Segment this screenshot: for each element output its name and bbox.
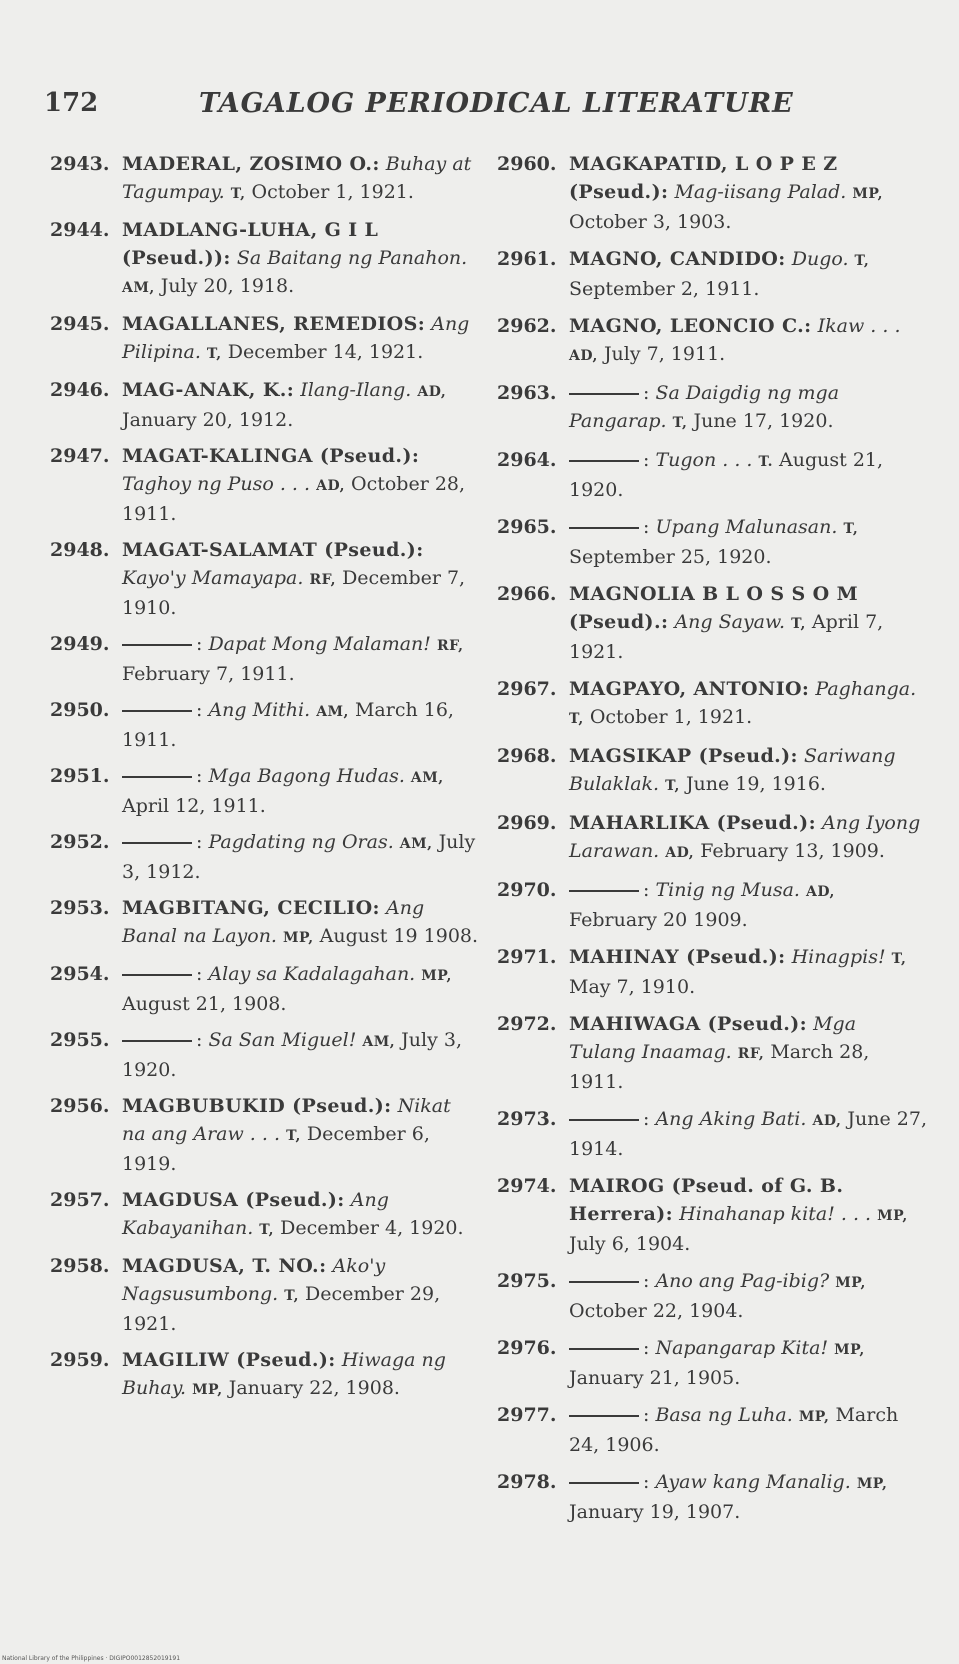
publication-date: March 16, 1911. — [122, 699, 454, 751]
entry-number: 2944. — [50, 219, 110, 241]
periodical-code: RF, — [737, 1046, 765, 1062]
periodical-code: T, — [672, 415, 688, 431]
work-title: Ayaw kang Manalig. — [655, 1471, 851, 1493]
entry-number: 2961. — [497, 248, 557, 270]
ditto-dash — [569, 393, 639, 395]
separator: : — [643, 879, 650, 901]
author-name: MAHIWAGA (Pseud.): — [569, 1013, 808, 1035]
work-title: Basa ng Luha. — [655, 1404, 793, 1426]
bibliography-entry — [497, 1267, 927, 1325]
publication-date: February 7, 1911. — [122, 663, 295, 685]
publication-date: October 1, 1921. — [251, 181, 414, 203]
entry-number: 2978. — [497, 1471, 557, 1493]
author-name: MAGSIKAP (Pseud.): — [569, 745, 798, 767]
entry-number: 2957. — [50, 1189, 110, 1211]
entry-number: 2958. — [50, 1255, 110, 1277]
author-name: MAGNO, CANDIDO: — [569, 248, 786, 270]
ditto-dash — [569, 1348, 639, 1350]
work-title: Mag-iisang Palad. — [674, 181, 847, 203]
entry-number: 2950. — [50, 699, 110, 721]
entry-number: 2969. — [497, 812, 557, 834]
work-title: Ang Sayaw. — [674, 611, 786, 633]
bibliography-entry — [497, 446, 927, 504]
work-title: Ikaw . . . — [817, 315, 901, 337]
author-name: MAGBUBUKID (Pseud.): — [122, 1095, 392, 1117]
periodical-code: AD, — [417, 384, 447, 400]
bibliography-entry — [497, 1468, 927, 1526]
author-name: MAGAT-SALAMAT (Pseud.): — [122, 539, 424, 561]
publication-date: July 3, 1920. — [122, 1029, 463, 1081]
footer-credit: National Library of the Philippines · DIGIPO0012852019191 — [2, 1655, 181, 1662]
periodical-code: T, — [259, 1222, 275, 1238]
bibliography-entry — [50, 1186, 480, 1244]
entry-number: 2971. — [497, 946, 557, 968]
bibliography-entry — [497, 1010, 927, 1096]
bibliography-entry — [497, 580, 927, 666]
publication-date: October 28, 1911. — [122, 473, 466, 525]
publication-date: July 3, 1912. — [122, 831, 476, 883]
periodical-code: T, — [284, 1288, 299, 1304]
periodical-code: MP, — [192, 1382, 223, 1398]
ditto-dash — [569, 890, 639, 892]
entry-number: 2951. — [50, 765, 110, 787]
entry-number: 2959. — [50, 1349, 110, 1371]
entry-number: 2946. — [50, 379, 110, 401]
entry-number: 2964. — [497, 449, 557, 471]
right-column — [497, 150, 927, 1535]
work-title: Napangarap Kita! — [655, 1337, 829, 1359]
bibliography-entry — [50, 1026, 480, 1084]
ditto-dash — [569, 1119, 639, 1121]
publication-date: September 25, 1920. — [569, 546, 772, 568]
page-header — [44, 88, 924, 128]
entry-number: 2973. — [497, 1108, 557, 1130]
periodical-code: T, — [665, 778, 680, 794]
bibliography-entry — [50, 630, 480, 688]
ditto-dash — [569, 1281, 639, 1283]
publication-date: January 19, 1907. — [569, 1501, 741, 1523]
publication-date: March 24, 1906. — [569, 1404, 899, 1456]
bibliography-entry — [50, 150, 480, 208]
work-title: Mga Tulang Inaamag. — [569, 1013, 857, 1063]
bibliography-entry — [50, 828, 480, 886]
author-name: MAGAT-KALINGA (Pseud.): — [122, 445, 420, 467]
work-title: Ako'y Nagsusumbong. — [122, 1255, 386, 1305]
publication-date: August 19 1908. — [319, 925, 479, 947]
author-name: MADERAL, ZOSIMO O.: — [122, 153, 380, 175]
author-name: MAGPAYO, ANTONIO: — [569, 678, 810, 700]
bibliography-entry — [50, 536, 480, 622]
bibliography-entry — [50, 1092, 480, 1178]
bibliography-entry — [497, 1334, 927, 1392]
periodical-code: AD, — [665, 845, 695, 861]
author-name: MAGILIW (Pseud.): — [122, 1349, 336, 1371]
entry-number: 2974. — [497, 1175, 557, 1197]
publication-date: April 7, 1921. — [569, 611, 884, 663]
bibliography-entry — [497, 1401, 927, 1459]
periodical-code: AD, — [812, 1113, 842, 1129]
work-title: Pagdating ng Oras. — [208, 831, 394, 853]
work-title: Ano ang Pag-ibig? — [655, 1270, 830, 1292]
bibliography-entry — [497, 876, 927, 934]
periodical-code: MP, — [835, 1275, 866, 1291]
entry-number: 2975. — [497, 1270, 557, 1292]
work-title: Tugon . . . — [655, 449, 753, 471]
work-title: Ang Aking Bati. — [655, 1108, 807, 1130]
author-name: MAGDUSA, T. NO.: — [122, 1255, 327, 1277]
author-name: MAGKAPATID, L O P E Z (Pseud.): — [569, 153, 838, 203]
publication-date: February 13, 1909. — [700, 840, 885, 862]
bibliography-entry — [50, 376, 480, 434]
bibliography-entry — [497, 513, 927, 571]
ditto-dash — [569, 460, 639, 462]
work-title: Alay sa Kadalagahan. — [208, 963, 416, 985]
periodical-code: MP, — [852, 186, 883, 202]
entry-number: 2947. — [50, 445, 110, 467]
bibliography-entry — [50, 310, 480, 368]
work-title: Ang Pilipina. — [122, 313, 470, 363]
publication-date: July 20, 1918. — [160, 275, 295, 297]
entry-number: 2953. — [50, 897, 110, 919]
work-title: Hiwaga ng Buhay. — [122, 1349, 446, 1399]
bibliography-entry — [50, 1346, 480, 1404]
publication-date: October 3, 1903. — [569, 211, 732, 233]
author-name: MAGDUSA (Pseud.): — [122, 1189, 345, 1211]
bibliography-entry — [50, 894, 480, 952]
separator: : — [196, 699, 203, 721]
work-title: Mga Bagong Hudas. — [208, 765, 405, 787]
work-title: Sariwang Bulaklak. — [569, 745, 896, 795]
periodical-code: AD, — [806, 884, 835, 900]
entry-number: 2968. — [497, 745, 557, 767]
bibliography-entry — [50, 1252, 480, 1338]
bibliography-entry — [497, 1105, 927, 1163]
ditto-dash — [122, 974, 192, 976]
entry-number: 2956. — [50, 1095, 110, 1117]
periodical-code: T, — [791, 616, 806, 632]
publication-date: June 19, 1916. — [685, 773, 826, 795]
periodical-code: AM, — [122, 280, 155, 296]
periodical-code: AM, — [316, 704, 349, 720]
publication-date: August 21, 1908. — [122, 993, 287, 1015]
separator: : — [196, 1029, 203, 1051]
periodical-code: AM, — [399, 836, 433, 852]
author-name: MAG-ANAK, K.: — [122, 379, 295, 401]
author-name: MAIROG (Pseud. of G. B. Herrera): — [569, 1175, 844, 1225]
periodical-code: T, — [891, 951, 907, 967]
periodical-code: T, — [843, 521, 859, 537]
separator: : — [643, 1270, 650, 1292]
entry-number: 2972. — [497, 1013, 557, 1035]
separator: : — [643, 1404, 650, 1426]
work-title: Nikat na ang Araw . . . — [122, 1095, 451, 1145]
bibliography-entry — [497, 312, 927, 370]
publication-date: December 6, 1919. — [122, 1123, 430, 1175]
periodical-code: MP, — [877, 1208, 908, 1224]
work-title: Sa San Miguel! — [208, 1029, 357, 1051]
bibliography-entry — [497, 675, 927, 733]
bibliography-entry — [50, 216, 480, 302]
bibliography-entry — [497, 809, 927, 867]
page-number: 172 — [44, 88, 99, 118]
entry-number: 2948. — [50, 539, 110, 561]
bibliography-entry — [497, 150, 927, 236]
publication-date: October 22, 1904. — [569, 1300, 744, 1322]
entry-number: 2952. — [50, 831, 110, 853]
publication-date: December 4, 1920. — [280, 1217, 464, 1239]
entry-number: 2963. — [497, 382, 557, 404]
periodical-code: T. — [758, 454, 773, 470]
entry-number: 2970. — [497, 879, 557, 901]
ditto-dash — [122, 842, 192, 844]
work-title: Upang Malunasan. — [655, 516, 838, 538]
entry-number: 2955. — [50, 1029, 110, 1051]
publication-date: September 2, 1911. — [569, 278, 760, 300]
author-name: MADLANG-LUHA, G I L (Pseud.)): — [122, 219, 379, 269]
publication-date: August 21, 1920. — [569, 449, 884, 501]
work-title: Ang Banal na Layon. — [122, 897, 425, 947]
work-title: Hinahanap kita! . . . — [679, 1203, 872, 1225]
work-title: Ilang-Ilang. — [300, 379, 412, 401]
publication-date: June 17, 1920. — [693, 410, 834, 432]
running-title: TAGALOG PERIODICAL LITERATURE — [199, 88, 794, 119]
publication-date: January 20, 1912. — [122, 409, 294, 431]
author-name: MAGALLANES, REMEDIOS: — [122, 313, 426, 335]
work-title: Kayo'y Mamayapa. — [122, 567, 304, 589]
left-column — [50, 150, 480, 1412]
ditto-dash — [122, 776, 192, 778]
entry-number: 2962. — [497, 315, 557, 337]
author-name: MAGBITANG, CECILIO: — [122, 897, 380, 919]
periodical-code: T, — [854, 253, 870, 269]
entry-number: 2943. — [50, 153, 110, 175]
bibliography-entry — [50, 762, 480, 820]
publication-date: December 7, 1910. — [122, 567, 466, 619]
work-title: Tinig ng Musa. — [655, 879, 800, 901]
publication-date: March 28, 1911. — [569, 1041, 870, 1093]
work-title: Sa Daigdig ng mga Pangarap. — [569, 382, 840, 432]
publication-date: April 12, 1911. — [122, 795, 266, 817]
periodical-code: T, — [206, 346, 222, 362]
work-title: Ang Kabayanihan. — [122, 1189, 389, 1239]
publication-date: January 22, 1908. — [228, 1377, 400, 1399]
periodical-code: MP, — [798, 1409, 830, 1425]
ditto-dash — [569, 1415, 639, 1417]
bibliography-entry — [497, 742, 927, 800]
work-title: Dugo. — [791, 248, 849, 270]
separator: : — [643, 1471, 650, 1493]
separator: : — [643, 449, 650, 471]
ditto-dash — [569, 527, 639, 529]
periodical-code: T, — [286, 1128, 301, 1144]
entry-number: 2960. — [497, 153, 557, 175]
publication-date: June 27, 1914. — [569, 1108, 927, 1160]
bibliography-entry — [50, 696, 480, 754]
publication-date: July 7, 1911. — [603, 343, 726, 365]
author-name: MAGNOLIA B L O S S O M (Pseud).: — [569, 583, 859, 633]
periodical-code: MP, — [421, 968, 452, 984]
separator: : — [196, 963, 203, 985]
periodical-code: T, — [569, 711, 584, 727]
separator: : — [643, 382, 650, 404]
publication-date: January 21, 1905. — [569, 1367, 741, 1389]
work-title: Paghanga. — [815, 678, 917, 700]
bibliography-entry — [497, 943, 927, 1001]
entry-number: 2945. — [50, 313, 110, 335]
ditto-dash — [122, 1040, 192, 1042]
bibliography-entry — [50, 442, 480, 528]
periodical-code: AM, — [362, 1034, 396, 1050]
periodical-code: T, — [230, 186, 246, 202]
separator: : — [643, 1337, 650, 1359]
separator: : — [196, 831, 203, 853]
publication-date: May 7, 1910. — [569, 976, 696, 998]
periodical-code: MP, — [834, 1342, 865, 1358]
publication-date: December 14, 1921. — [227, 341, 424, 363]
publication-date: December 29, 1921. — [122, 1283, 441, 1335]
periodical-code: AD, — [316, 478, 345, 494]
work-title: Hinagpis! — [791, 946, 886, 968]
separator: : — [196, 765, 203, 787]
work-title: Buhay at Tagumpay. — [122, 153, 472, 203]
bibliography-entry — [497, 379, 927, 437]
work-title: Ang Mithi. — [208, 699, 311, 721]
separator: : — [643, 1108, 650, 1130]
bibliography-entry — [497, 245, 927, 303]
periodical-code: AM, — [410, 770, 444, 786]
bibliography-entry — [497, 1172, 927, 1258]
entry-number: 2949. — [50, 633, 110, 655]
work-title: Taghoy ng Puso . . . — [122, 473, 311, 495]
entry-number: 2966. — [497, 583, 557, 605]
entry-number: 2965. — [497, 516, 557, 538]
bibliography-entry — [50, 960, 480, 1018]
publication-date: February 20 1909. — [569, 909, 748, 931]
work-title: Ang Iyong Larawan. — [569, 812, 921, 862]
publication-date: July 6, 1904. — [569, 1233, 691, 1255]
ditto-dash — [122, 710, 192, 712]
periodical-code: MP, — [283, 930, 314, 946]
author-name: MAGNO, LEONCIO C.: — [569, 315, 812, 337]
work-title: Sa Baitang ng Panahon. — [236, 247, 468, 269]
periodical-code: MP, — [856, 1476, 888, 1492]
author-name: MAHINAY (Pseud.): — [569, 946, 786, 968]
author-name: MAHARLIKA (Pseud.): — [569, 812, 816, 834]
separator: : — [643, 516, 650, 538]
entry-number: 2954. — [50, 963, 110, 985]
periodical-code: AD, — [569, 348, 598, 364]
separator: : — [196, 633, 203, 655]
entry-number: 2967. — [497, 678, 557, 700]
work-title: Dapat Mong Malaman! — [208, 633, 431, 655]
periodical-code: RF, — [436, 638, 464, 654]
ditto-dash — [569, 1482, 639, 1484]
entry-number: 2977. — [497, 1404, 557, 1426]
publication-date: October 1, 1921. — [589, 706, 753, 728]
periodical-code: RF, — [309, 572, 337, 588]
entry-number: 2976. — [497, 1337, 557, 1359]
ditto-dash — [122, 644, 192, 646]
